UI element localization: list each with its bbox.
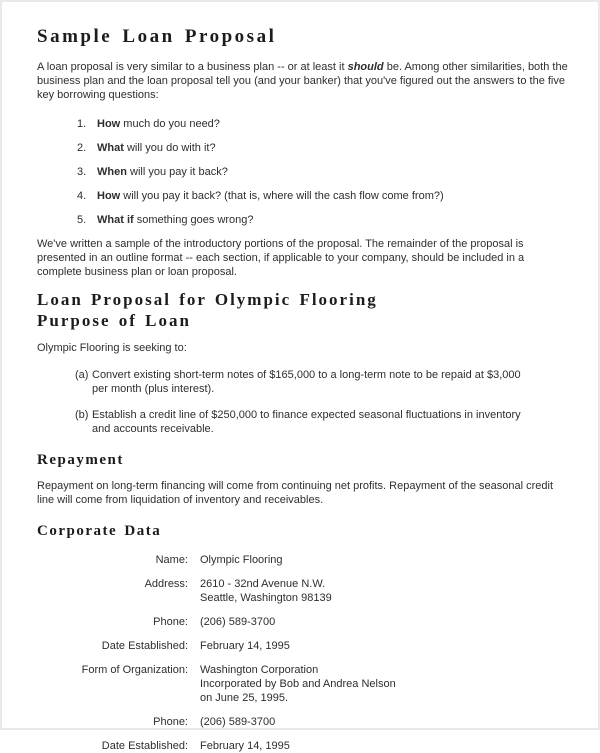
- loan-heading-line2: Purpose of Loan: [37, 311, 191, 330]
- question-text: [97, 165, 228, 179]
- question-item: [37, 213, 568, 227]
- corporate-row-name: [37, 553, 568, 567]
- question-number: 1.: [77, 118, 87, 130]
- loan-heading-line1: Loan Proposal for Olympic Flooring: [37, 290, 378, 309]
- question-number: 5.: [77, 214, 87, 226]
- question-number: 2.: [77, 142, 87, 154]
- question-rest: will you pay it back? (that is, where will the cash flow come from?): [120, 190, 444, 202]
- intro-text-pre: A loan proposal is very similar to a business plan -- or at least it: [37, 61, 348, 73]
- field-value-line: on June 25, 1995.: [200, 692, 289, 704]
- field-value-line: (206) 589-3700: [200, 616, 276, 628]
- question-text: [97, 189, 444, 203]
- page-title: Sample Loan Proposal: [37, 26, 277, 47]
- corporate-row-date-established-2: [37, 739, 568, 753]
- intro-text-post: be. Among other similarities, both the business plan and the loan proposal tell you (and your banker) that you've figured out the answers to the five key borrowing questions:: [37, 61, 568, 101]
- intro-emphasis: should: [347, 61, 384, 73]
- question-item: [37, 165, 568, 179]
- field-label: Date Established:: [101, 640, 188, 652]
- question-keyword: How: [97, 190, 121, 202]
- question-text: [97, 213, 254, 227]
- purpose-lead: Olympic Flooring is seeking to:: [37, 342, 187, 354]
- question-text: [97, 141, 216, 155]
- field-value-line: (206) 589-3700: [200, 716, 276, 728]
- field-value-line: February 14, 1995: [200, 740, 290, 752]
- field-value-line: February 14, 1995: [200, 640, 290, 652]
- question-keyword: When: [97, 166, 127, 178]
- field-label: Form of Organization:: [81, 664, 188, 676]
- corporate-row-phone: [37, 615, 568, 629]
- question-keyword: How: [97, 118, 121, 130]
- field-value-line: Incorporated by Bob and Andrea Nelson: [200, 678, 396, 690]
- field-value: [200, 715, 275, 729]
- question-keyword: What if: [97, 214, 134, 226]
- corporate-row-form-of-organization: [37, 663, 568, 705]
- question-item: [37, 141, 568, 155]
- repayment-heading: Repayment: [37, 452, 124, 468]
- corporate-data-table: [37, 553, 568, 753]
- question-text: [97, 117, 220, 131]
- purpose-item-text: Establish a credit line of $250,000 to finance expected seasonal fluctuations in inventory and accounts receivable.: [92, 409, 521, 435]
- corporate-row-date-established: [37, 639, 568, 653]
- field-value-line: Seattle, Washington 98139: [200, 592, 332, 604]
- repayment-paragraph: Repayment on long-term financing will come from continuing net profits. Repayment of the seasonal credit line will come from liquidation of inventory and receivables.: [37, 480, 554, 506]
- purpose-items-list: [37, 368, 568, 436]
- field-value: [200, 615, 275, 629]
- question-keyword: What: [97, 142, 124, 154]
- purpose-item-marker: (b): [75, 409, 89, 421]
- corporate-data-heading: Corporate Data: [37, 523, 162, 539]
- question-rest: will you do with it?: [123, 142, 216, 154]
- question-rest: much do you need?: [120, 118, 220, 130]
- corporate-row-phone-2: [37, 715, 568, 729]
- field-value: [200, 739, 290, 753]
- purpose-item: [37, 368, 568, 396]
- field-label: Name:: [155, 554, 188, 566]
- field-label: Date Established:: [101, 740, 188, 752]
- field-value: [200, 663, 396, 705]
- section-heading-loan-proposal: [37, 289, 568, 331]
- field-label: Address:: [144, 578, 188, 590]
- borrowing-questions-list: [37, 117, 568, 227]
- purpose-item: [37, 408, 568, 436]
- summary-paragraph: We've written a sample of the introductory portions of the proposal. The remainder of the proposal is presented in an outline format -- each section, if applicable to your company, should be included in a complete business plan or loan proposal.: [37, 238, 525, 278]
- purpose-item-marker: (a): [75, 369, 89, 381]
- field-value: [200, 639, 290, 653]
- question-rest: will you pay it back?: [126, 166, 228, 178]
- purpose-item-text: Convert existing short-term notes of $165,000 to a long-term note to be repaid at $3,000 per month (plus interest).: [92, 369, 521, 395]
- question-item: [37, 117, 568, 131]
- corporate-row-address: [37, 577, 568, 605]
- question-rest: something goes wrong?: [133, 214, 254, 226]
- field-value: [200, 577, 332, 605]
- field-label: Phone:: [153, 616, 188, 628]
- question-item: [37, 189, 568, 203]
- question-number: 4.: [77, 190, 87, 202]
- field-label: Phone:: [153, 716, 188, 728]
- field-value-line: Olympic Flooring: [200, 554, 283, 566]
- intro-paragraph: [37, 60, 568, 102]
- question-number: 3.: [77, 166, 87, 178]
- field-value-line: 2610 - 32nd Avenue N.W.: [200, 578, 326, 590]
- field-value-line: Washington Corporation: [200, 664, 319, 676]
- field-value: [200, 553, 283, 567]
